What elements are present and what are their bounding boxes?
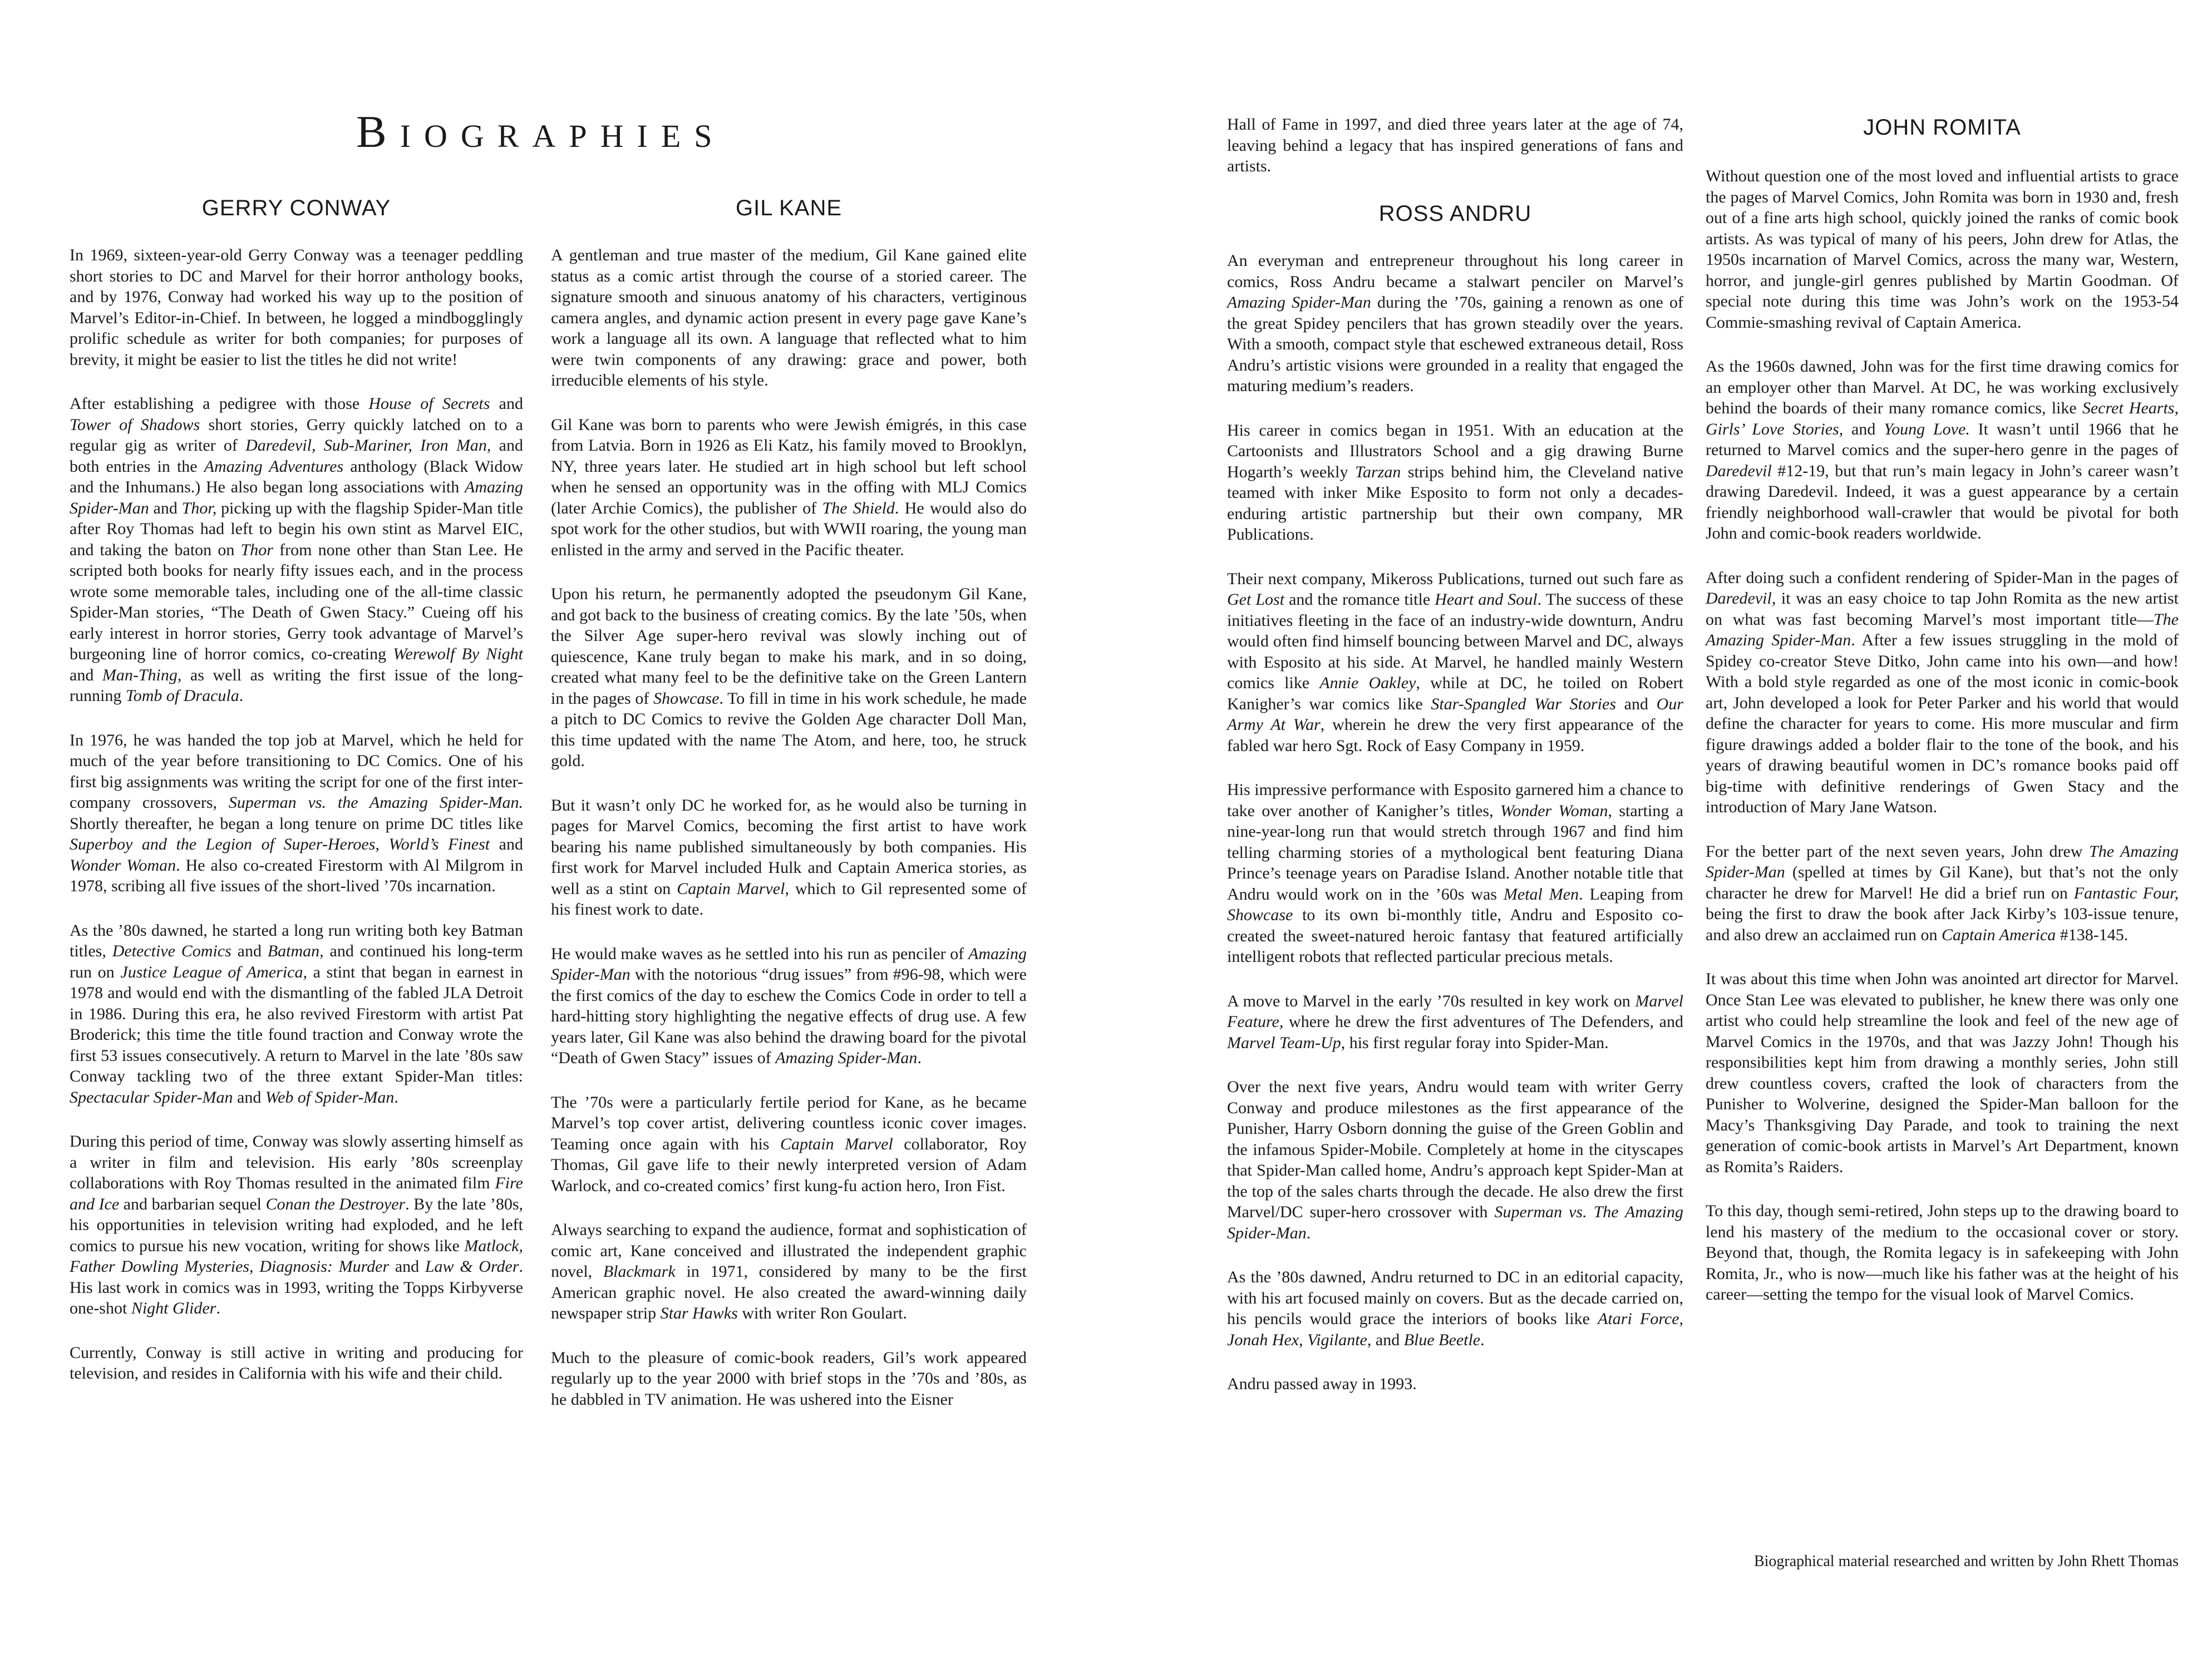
paragraph: Over the next five years, Andru would team with writer Gerry Conway and produce milestones as the first appearance of the Punisher, Harry Osborn donning the guise of the Green Goblin and the infamous Spider-Mobile. Completely at home in the cityscapes that Spider-Man called home, Andru’s approach kept Spider-Man at the top of the sales charts through the decade. He also drew the first Marvel/DC super-hero crossover with Superman vs. The Amazing Spider-Man. <box>1227 1078 1683 1242</box>
column-john-romita <box>1706 166 2179 1305</box>
heading-gil-kane: GIL KANE <box>735 196 843 220</box>
paragraph: A move to Marvel in the early ’70s resulted in key work on Marvel Feature, where he drew the first adventures of The Defenders, and Marvel Team-Up, his first regular foray into Spider-Man. <box>1227 991 1683 1052</box>
paragraph: But it wasn’t only DC he worked for, as he would also be turning in pages for Marvel Comics, becoming the first artist to have work bearing his name published simultaneously by both companies. His first work for Marvel included Hulk and Captain America stories, as well as a stint on Captain Marvel, which to Gil represented some of his finest work to date. <box>551 796 1027 919</box>
paragraph: His impressive performance with Esposito garnered him a chance to take over another of Kanigher’s titles, Wonder Woman, starting a nine-year-long run that would stretch through 1967 and find him telling charming stories of a mythological bent featuring Diana Prince’s teenage years on Paradise Island. Another notable title that Andru would work on in the ’60s was Metal Men. Leaping from Showcase to its own bi-monthly title, Andru and Esposito co-created the sweet-natured heroic fantasy that featured artificially intelligent robots that reflected particular precious metals. <box>1227 781 1684 966</box>
paragraph: A gentleman and true master of the medium, Gil Kane gained elite status as a comic artist through the course of a storied career. The signature smooth and sinuous anatomy of his characters, vertiginous camera angles, and dynamic action present in every page gave Kane’s work a language all its own. A language that reflected what to him were twin components of any drawing: grace and power, both irreducible elements of his style. <box>551 246 1027 389</box>
column-gil-kane <box>551 245 1027 1410</box>
paragraph: Upon his return, he permanently adopted the pseudonym Gil Kane, and got back to the business of creating comics. By the late ’50s, when the Silver Age super-hero revival was slowly inching out of quiescence, Kane truly began to make his mark, and in so doing, created what many feel to be the definitive take on the Green Lantern in the pages of Showcase. To fill in time in his work schedule, he made a pitch to DC Comics to revive the Golden Age character Doll Man, this time updated with the name The Atom, and here, too, he struck gold. <box>551 585 1027 770</box>
page-title-initial: B <box>356 106 400 157</box>
paragraph: Currently, Conway is still active in writing and producing for television, and resides in California with his wife and their child. <box>70 1343 523 1382</box>
page-title-rest: IOGRAPHIES <box>400 118 726 154</box>
paragraph: Without question one of the most loved and influential artists to grace the pages of Marvel Comics, John Romita was born in 1930 and, fresh out of a fine arts high school, quickly joined the ranks of comic book artists. As was typical of many of his peers, John drew for Atlas, the 1950s incarnation of Marvel Comics, across the many war, Western, horror, and jungle-girl genres published by Martin Goodman. Of special note during this time was John’s work on the 1953-54 Commie-smashing revival of Captain America. <box>1706 167 2179 332</box>
credit-line: Biographical material researched and written by John Rhett Thomas <box>1753 1553 2179 1570</box>
column-ross-andru <box>1227 250 1683 1395</box>
paragraph: Hall of Fame in 1997, and died three years later at the age of 74, leaving behind a legacy that has inspired generations of fans and artists. <box>1227 115 1683 175</box>
paragraph: As the 1960s dawned, John was for the first time drawing comics for an employer other than Marvel. At DC, he was working exclusively behind the boards of their many romance comics, like Secret Hearts, Girls’ Love Stories, and Young Love. It wasn’t until 1966 that he returned to Marvel comics and the super-hero genre in the pages of Daredevil #12-19, but that run’s main legacy in John’s career wasn’t drawing Daredevil. Indeed, it was a guest appearance by a certain friendly neighborhood wall-crawler that would be pivotal for both John and comic-book readers worldwide. <box>1706 357 2179 542</box>
paragraph: His career in comics began in 1951. With an education at the Cartoonists and Illustrators School and a gig drawing Burne Hogarth’s weekly Tarzan strips behind him, the Cleveland native teamed with inker Mike Esposito to form not only a decades-enduring artistic partnership but their own company, MR Publications. <box>1227 421 1683 544</box>
paragraph: It was about this time when John was anointed art director for Marvel. Once Stan Lee was elevated to publisher, he knew there was only one artist who could help streamline the look and feel of the new age of Marvel Comics in the 1970s, and that was Jazzy John! Though his responsibilities kept him from drawing a monthly series, John still drew countless covers, crafted the look of characters from the Punisher to Wolverine, designed the Spider-Man balloon for the Macy’s Thanksgiving Day Parade, and took to training the next generation of comic-book artists in Marvel’s Art Department, known as Romita’s Raiders. <box>1706 970 2179 1176</box>
paragraph: An everyman and entrepreneur throughout his long career in comics, Ross Andru became a stalwart penciler on Marvel’s Amazing Spider-Man during the ’70s, gaining a renown as one of the great Spidey pencilers that has grown steadily over the years. With a smooth, compact style that eschewed extraneous detail, Ross Andru’s artistic visions were grounded in a reality that engaged the maturing medium’s readers. <box>1227 251 1683 395</box>
paragraph: Andru passed away in 1993. <box>1227 1375 1417 1393</box>
heading-john-romita: JOHN ROMITA <box>1863 115 2021 140</box>
paragraph: The ’70s were a particularly fertile period for Kane, as he became Marvel’s top cover artist, delivering countless iconic cover images. Teaming once again with his Captain Marvel collaborator, Roy Thomas, Gil gave life to their newly interpreted version of Adam Warlock, and co-created comics’ first kung-fu action hero, Iron Fist. <box>551 1093 1027 1195</box>
paragraph: As the ’80s dawned, Andru returned to DC in an editorial capacity, with his art focused mainly on covers. But as the decade carried on, his pencils would grace the interiors of books like Atari Force, Jonah Hex, Vigilante, and Blue Beetle. <box>1227 1268 1684 1349</box>
paragraph: After establishing a pedigree with those House of Secrets and Tower of Shadows short stories, Gerry quickly latched on to a regular gig as writer of Daredevil, Sub-Mariner, Iron Man, and both entries in the Amazing Adventures anthology (Black Widow and the Inhumans.) He also began long associations with Amazing Spider-Man and Thor, picking up with the flagship Spider-Man title after Roy Thomas had left to begin his own stint as Marvel EIC, and taking the baton on Thor from none other than Stan Lee. He scripted both books for nearly fifty issues each, and in the process wrote some memorable tales, including one of the all-time classic Spider-Man stories, “The Death of Gwen Stacy.” Cueing off his early interest in horror stories, Gerry took advantage of Marvel’s burgeoning line of horror comics, co-creating Werewolf By Night and Man-Thing, as well as writing the first issue of the long-running Tomb of Dracula. <box>70 394 523 705</box>
paragraph: Always searching to expand the audience, format and sophistication of comic art, Kane conceived and illustrated the independent graphic novel, Blackmark in 1971, considered by many to be the first American graphic novel. He also created the award-winning daily newspaper strip Star Hawks with writer Ron Goulart. <box>551 1221 1027 1322</box>
paragraph: After doing such a confident rendering of Spider-Man in the pages of Daredevil, it was an easy choice to tap John Romita as the new artist on what was fast becoming Marvel’s most important title—The Amazing Spider-Man. After a few issues struggling in the mold of Spidey co-creator Steve Ditko, John came into his own—and how! With a bold style regarded as one of the most iconic in comic-book art, John developed a look for Peter Parker and his world that would define the character for years to come. His more muscular and firm figure drawings added a bolder flair to the tone of the book, and his years of drawing beautiful women in DC’s romance books paid off big-time with definitive renderings of Gwen Stacy and the introduction of Mary Jane Watson. <box>1706 568 2179 816</box>
heading-gerry-conway: GERRY CONWAY <box>201 196 391 220</box>
paragraph: For the better part of the next seven years, John drew The Amazing Spider-Man (spelled at times by Gil Kane), but that’s not the only character he drew for Marvel! He did a brief run on Fantastic Four, being the first to draw the book after Jack Kirby’s 103-issue tenure, and also drew an acclaimed run on Captain America #138-145. <box>1706 842 2179 944</box>
paragraph: Their next company, Mikeross Publications, turned out such fare as Get Lost and the romance title Heart and Soul. The success of these initiatives fleeting in the face of an industry-wide downturn, Andru would often find himself bouncing between Marvel and DC, always with Esposito at his side. At Marvel, he handled mainly Western comics like Annie Oakley, while at DC, he toiled on Robert Kanigher’s war comics like Star-Spangled War Stories and Our Army At War, wherein he drew the very first appearance of the fabled war hero Sgt. Rock of Easy Company in 1959. <box>1227 569 1684 755</box>
paragraph: Much to the pleasure of comic-book readers, Gil’s work appeared regularly up to the year 2000 with brief stops in the ’70s and ’80s, as he dabbled in TV animation. He was ushered into the Eisner <box>551 1348 1027 1409</box>
heading-ross-andru: ROSS ANDRU <box>1378 201 1532 226</box>
paragraph: In 1969, sixteen-year-old Gerry Conway was a teenager peddling short stories to DC and Marvel for their horror anthology books, and by 1976, Conway had worked his way up to the position of Marvel’s Editor-in-Chief. In between, he logged a mindbogglingly prolific schedule as writer for both companies; for purposes of brevity, it might be easier to list the titles he did not write! <box>70 246 523 369</box>
paragraph: Gil Kane was born to parents who were Jewish émigrés, in this case from Latvia. Born in 1926 as Eli Katz, his family moved to Brooklyn, NY, three years later. He studied art in high school but left school when he sensed an opportunity was in the offing with MLJ Comics (later Archie Comics), the publisher of The Shield. He would also do spot work for the other studios, but with WWII roaring, the young man enlisted in the army and served in the Pacific theater. <box>551 415 1027 559</box>
column-gerry-conway <box>70 245 523 1384</box>
paragraph: He would make waves as he settled into his run as penciler of Amazing Spider-Man with the notorious “drug issues” from #96-98, which were the first comics of the day to eschew the Comics Code in order to tell a hard-hitting story highlighting the negative effects of drug use. A few years later, Gil Kane was also behind the drawing board for the pivotal “Death of Gwen Stacy” issues of Amazing Spider-Man. <box>551 944 1027 1067</box>
paragraph: In 1976, he was handed the top job at Marvel, which he held for much of the year before transitioning to DC Comics. One of his first big assignments was writing the script for one of the first inter-company crossovers, Superman vs. the Amazing Spider-Man. Shortly thereafter, he began a long tenure on prime DC titles like Superboy and the Legion of Super-Heroes, World’s Finest and Wonder Woman. He also co-created Firestorm with Al Milgrom in 1978, scribing all five issues of the short-lived ’70s incarnation. <box>70 730 523 895</box>
column-ross-andru-lead <box>1227 114 1683 177</box>
page-title <box>356 106 726 158</box>
paragraph: As the ’80s dawned, he started a long run writing both key Batman titles, Detective Comics and Batman, and continued his long-term run on Justice League of America, a stint that began in earnest in 1978 and would end with the dismantling of the fabled JLA Detroit in 1986. During this era, he also revived Firestorm with artist Pat Broderick; this time the title found traction and Conway wrote the first 53 issues consecutively. A return to Marvel in the late ’80s saw Conway tackling two of the three extant Spider-Man titles: Spectacular Spider-Man and Web of Spider-Man. <box>70 921 523 1107</box>
paragraph: To this day, though semi-retired, John steps up to the drawing board to lend his mastery of the medium to the occasional cover or story. Beyond that, though, the Romita legacy is in safekeeping with John Romita, Jr., who is now—much like his father was at the height of his career—setting the tempo for the visual look of Marvel Comics. <box>1706 1202 2179 1303</box>
paragraph: During this period of time, Conway was slowly asserting himself as a writer in film and television. His early ’80s screenplay collaborations with Roy Thomas resulted in the animated film Fire and Ice and barbarian sequel Conan the Destroyer. By the late ’80s, his opportunities in television writing had exploded, and he left comics to pursue his new vocation, writing for shows like Matlock, Father Dowling Mysteries, Diagnosis: Murder and Law & Order. His last work in comics was in 1993, writing the Topps Kirbyverse one-shot Night Glider. <box>70 1132 523 1317</box>
